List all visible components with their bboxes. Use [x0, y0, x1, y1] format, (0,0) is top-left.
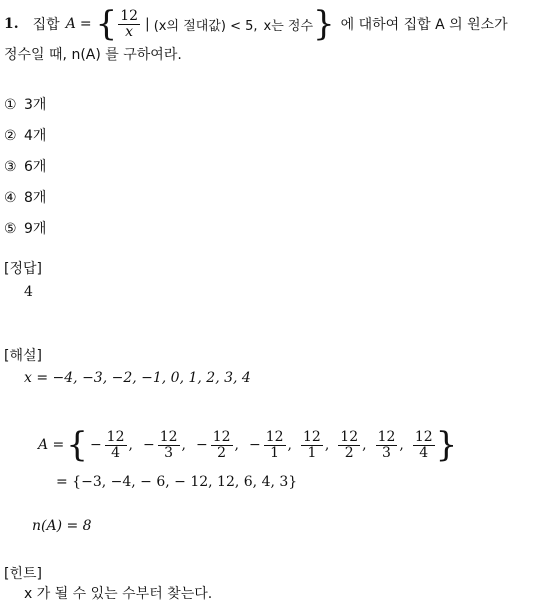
question-line-1: [4, 6, 508, 42]
fraction-comma: ,: [324, 437, 330, 453]
choice-4-mark: ④: [4, 190, 17, 206]
set-fraction-row: [88, 430, 436, 460]
set-fraction-numerator: 12: [106, 428, 125, 445]
equals-sign: =: [79, 16, 92, 32]
set-fraction-numerator: 12: [377, 428, 396, 445]
fraction-sign: −: [195, 437, 208, 453]
set-fraction-denominator: 3: [164, 444, 174, 461]
set-fraction: [338, 430, 360, 460]
set-fraction-denominator: 3: [382, 444, 391, 461]
answer-label: [정답]: [4, 261, 42, 277]
set-name: A: [65, 16, 76, 32]
choice-2-text: 4개: [24, 128, 47, 144]
question-prefix: 집합: [32, 17, 60, 33]
choice-2[interactable]: [4, 125, 46, 156]
answer-value: 4: [24, 284, 33, 300]
set-fraction-denominator: 2: [217, 444, 227, 461]
choice-2-mark: ②: [4, 128, 17, 144]
set-fraction: [264, 430, 286, 460]
set-fraction-denominator: 1: [307, 444, 317, 461]
set-fraction-numerator: 12: [265, 428, 284, 445]
x-values-line: x = −4, −3, −2, −1, 0, 1, 2, 3, 4: [24, 370, 251, 386]
set-line: [38, 424, 457, 466]
set-fraction: [301, 430, 323, 460]
choice-1[interactable]: [4, 94, 46, 125]
explanation-label: [해설]: [4, 348, 42, 364]
choice-5-text: 9개: [24, 221, 47, 237]
fraction-comma: ,: [287, 437, 292, 453]
set-fraction-denominator: 1: [270, 444, 280, 461]
set-fraction-numerator: 12: [212, 428, 231, 445]
choice-3-mark: ③: [4, 159, 17, 175]
question-suffix: 에 대하여 집합 A 의 원소가: [340, 17, 508, 33]
n-result-line: n(A) = 8: [32, 518, 92, 534]
set-fraction: [376, 430, 398, 460]
set-fraction-denominator: 4: [111, 444, 121, 461]
set-fraction-numerator: 12: [414, 428, 433, 445]
choice-list: [4, 94, 46, 249]
set-line-prefix: A =: [38, 437, 65, 453]
choice-1-mark: ①: [4, 97, 17, 113]
fraction-denominator: x: [125, 23, 134, 40]
choice-1-text: 3개: [24, 97, 47, 113]
question-fraction: [118, 9, 140, 39]
fraction-sign: −: [89, 437, 102, 453]
fraction-comma: ,: [181, 437, 186, 453]
fraction-sign: −: [142, 437, 155, 453]
open-brace: {: [95, 4, 118, 44]
separator-bar: |: [145, 16, 150, 32]
set-fraction-numerator: 12: [159, 428, 178, 445]
set-fraction-denominator: 4: [419, 444, 429, 461]
question-number: 1.: [4, 16, 19, 32]
condition-integer: x는 정수: [263, 18, 313, 34]
set-fraction: [158, 430, 180, 460]
question-line-2: 정수일 때, n(A) 를 구하여라.: [4, 47, 182, 63]
hint-label: [힌트]: [4, 566, 42, 582]
set-fraction-numerator: 12: [340, 428, 359, 445]
set-fraction: [413, 430, 435, 460]
set-values-line: = {−3, −4, − 6, − 12, 12, 6, 4, 3}: [56, 474, 298, 490]
close-brace: }: [313, 4, 335, 44]
condition-abs: (x의 절대값) < 5,: [153, 18, 258, 34]
fraction-comma: ,: [362, 437, 367, 453]
set-fraction: [105, 430, 127, 460]
choice-4-text: 8개: [24, 190, 47, 206]
choice-5[interactable]: [4, 218, 46, 249]
choice-3[interactable]: [4, 156, 46, 187]
choice-3-text: 6개: [24, 159, 47, 175]
choice-4[interactable]: [4, 187, 46, 218]
set-fraction-denominator: 2: [344, 444, 354, 461]
fraction-comma: ,: [399, 437, 404, 453]
set-close-brace: }: [435, 425, 458, 465]
set-fraction: [211, 430, 233, 460]
hint-text: x 가 될 수 있는 수부터 찾는다.: [24, 586, 213, 602]
fraction-sign: −: [248, 437, 261, 453]
fraction-numerator: 12: [120, 7, 139, 24]
choice-5-mark: ⑤: [4, 221, 17, 237]
fraction-comma: ,: [128, 437, 133, 453]
fraction-comma: ,: [234, 437, 239, 453]
set-open-brace: {: [66, 425, 88, 465]
set-fraction-numerator: 12: [303, 428, 321, 445]
